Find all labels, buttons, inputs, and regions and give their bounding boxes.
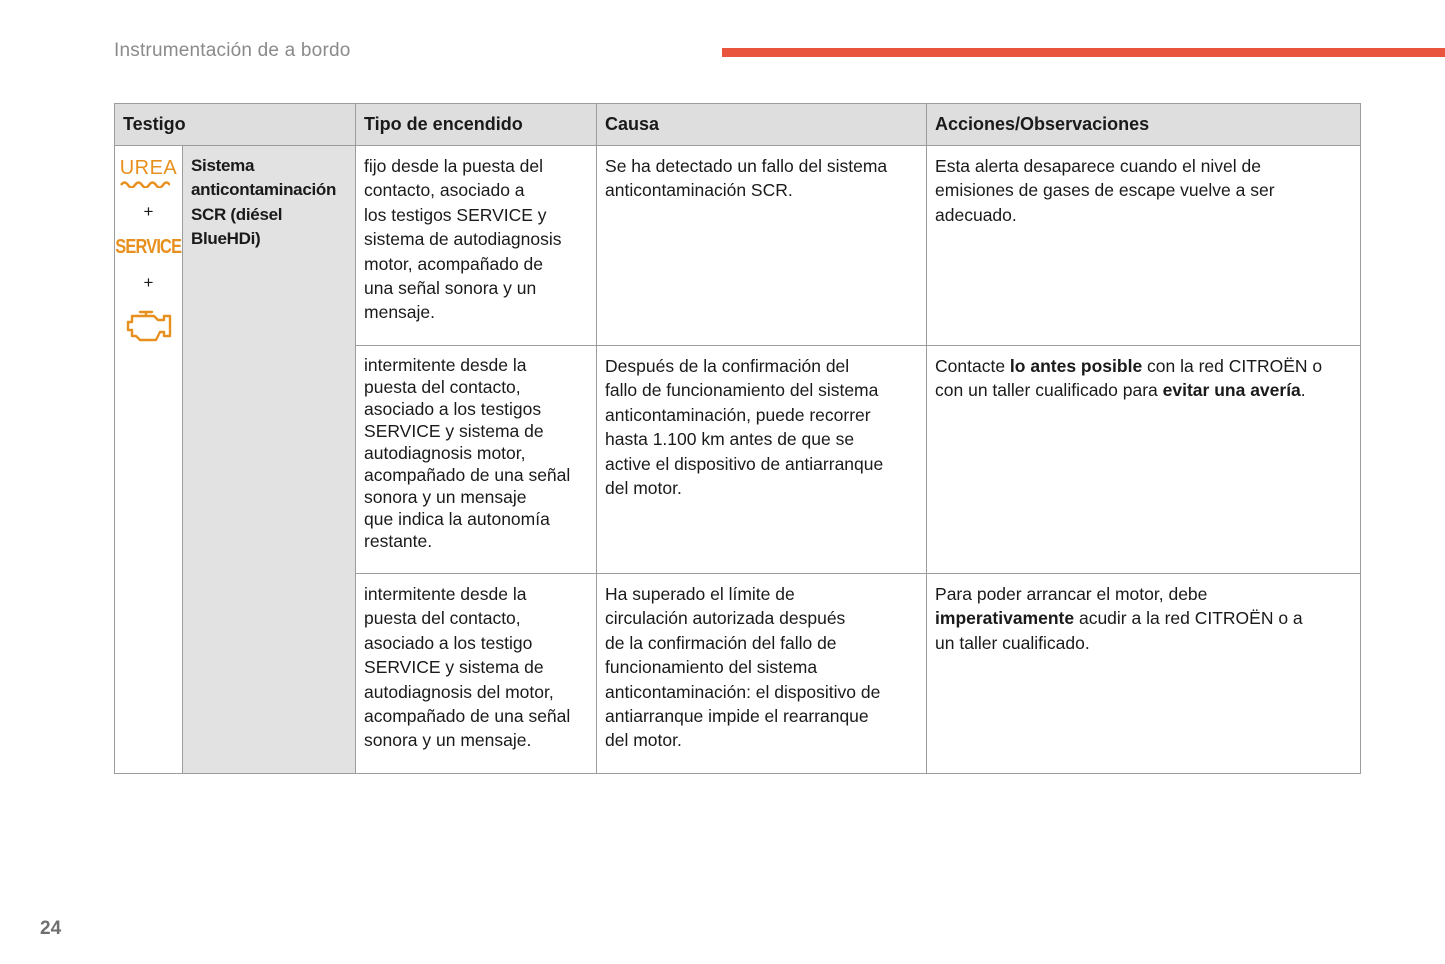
type-line: acompañado de una señal [364,465,571,485]
cause-line: fallo de funcionamiento del sistema [605,380,879,401]
service-icon: SERVICE [115,235,182,258]
action-line: emisiones de gases de escape vuelve a ser [935,180,1275,201]
type-line: motor, acompañado de [364,253,544,274]
plus-sign: + [143,202,154,222]
action-cell [927,574,1361,774]
warning-light-table [114,103,1361,774]
action-cell [927,346,1361,574]
column-header-causa: Causa [597,104,927,146]
type-cell [356,146,597,346]
type-line: puesta del contacto, [364,608,521,629]
cause-line: active el dispositivo de antiarranque [605,453,884,474]
type-line: sonora y un mensaje. [364,730,532,751]
action-line: Esta alerta desaparece cuando el nivel de [935,156,1261,176]
action-cell [927,146,1361,346]
type-line: asociado a los testigos [364,399,542,419]
cause-line: hasta 1.100 km antes de que se [605,429,855,450]
cause-line: anticontaminación, puede recorrer [605,404,871,425]
column-header-acciones: Acciones/Observaciones [927,104,1361,146]
type-line: una señal sonora y un [364,278,537,299]
emphasis-text: imperativamente [935,608,1075,629]
emphasis-text: evitar una avería [1162,380,1301,401]
type-cell [356,346,597,574]
type-line: que indica la autonomía [364,509,550,529]
action-line: imperativamente acudir a la red CITROËN o a [935,608,1303,629]
cause-line: de la confirmación del fallo de [605,632,837,653]
table-row [115,146,1361,346]
cause-line: funcionamiento del sistema [605,657,818,678]
page-number: 24 [40,918,62,939]
plus-sign: + [143,273,154,293]
type-line: fijo desde la puesta del [364,156,544,176]
cause-line: Se ha detectado un fallo del sistema [605,156,888,176]
urea-icon: UREA [120,156,178,188]
indicator-icons-cell [115,146,183,774]
table-header-row [115,104,1361,146]
type-line: intermitente desde la [364,355,527,375]
type-line: restante. [364,531,433,551]
cause-line: Después de la confirmación del [605,356,850,376]
type-line: SERVICE y sistema de [364,421,544,441]
indicator-name-line: SCR (diésel [191,204,283,224]
type-cell [356,574,597,774]
cause-cell [597,574,927,774]
urea-wave-icon [120,180,170,188]
type-line: contacto, asociado a [364,180,525,201]
action-line: un taller cualificado. [935,632,1090,653]
column-header-testigo: Testigo [115,104,356,146]
cause-line: anticontaminación: el dispositivo de [605,681,881,702]
action-line: con un taller cualificado para evitar una avería. [935,380,1306,401]
emphasis-text: lo antes posible [1009,356,1143,376]
indicator-name-line: BlueHDi) [191,229,261,249]
type-line: sonora y un mensaje [364,487,527,507]
type-line: autodiagnosis motor, [364,443,526,463]
action-line: Contacte lo antes posible con la red CITROËN o [935,356,1323,376]
type-line: puesta del contacto, [364,377,521,397]
cause-line: antiarranque impide el rearranque [605,706,869,727]
indicator-name-line: anticontaminación [191,180,337,200]
cause-line: anticontaminación SCR. [605,180,793,201]
type-line: los testigos SERVICE y [364,204,547,225]
type-line: sistema de autodiagnosis [364,229,562,250]
cause-cell [597,146,927,346]
engine-diagnosis-icon [124,308,174,344]
cause-cell [597,346,927,574]
accent-bar [722,48,1445,57]
section-title: Instrumentación de a bordo [114,40,351,61]
type-line: intermitente desde la [364,584,527,604]
type-line: acompañado de una señal [364,706,571,727]
action-line: adecuado. [935,204,1017,225]
column-header-tipo: Tipo de encendido [356,104,597,146]
type-line: autodiagnosis del motor, [364,681,554,702]
type-line: SERVICE y sistema de [364,657,544,678]
cause-line: del motor. [605,478,682,499]
type-line: asociado a los testigo [364,632,533,653]
type-line: mensaje. [364,302,436,323]
indicator-name-cell [183,146,356,774]
cause-line: del motor. [605,730,682,751]
action-line: Para poder arrancar el motor, debe [935,584,1208,604]
indicator-name-line: Sistema [191,156,255,175]
cause-line: Ha superado el límite de [605,584,795,604]
cause-line: circulación autorizada después [605,608,846,629]
